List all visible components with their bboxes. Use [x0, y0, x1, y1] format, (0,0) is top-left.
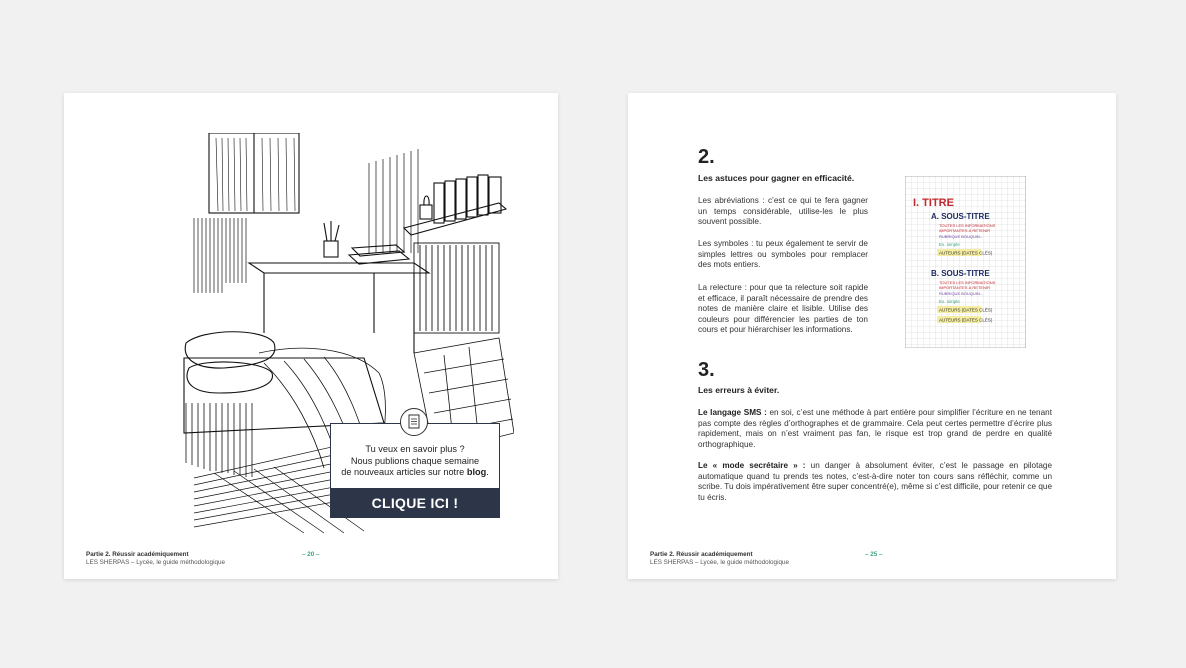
notes-line-red-b: TOUTES LES INFORMATIONS — [939, 280, 996, 285]
notes-author-a: AUTEURS (DATES CLÉS) — [939, 250, 993, 256]
blog-link[interactable]: blog — [466, 467, 487, 477]
notes-line-purple-a: RUBRIQUE BOUQUIN... — [939, 234, 984, 239]
notes-example-image — [905, 176, 1026, 348]
notes-author-b2: AUTEURS (DATES CLÉS) — [939, 317, 993, 323]
section-2-number: 2. — [698, 146, 715, 168]
section-3-heading: Les erreurs à éviter. — [698, 385, 780, 395]
footer-section: Partie 2. Réussir académiquement — [86, 551, 189, 558]
click-here-button[interactable]: CLIQUE ICI ! — [330, 488, 500, 518]
paragraph-symbols: Les symboles : tu peux également te servir de simples lettres ou symboles pour remplacer des mots entiers. — [698, 239, 868, 270]
left-footer — [86, 551, 225, 566]
section-3-number: 3. — [698, 359, 715, 381]
right-page — [628, 93, 1116, 579]
document-icon — [400, 408, 428, 436]
paragraph-abbreviations: Les abréviations : c’est ce qui te fera gagner un temps considérable, utilise-les le plus souvent possible. — [698, 196, 868, 227]
blog-line-2: Nous publions chaque semaine — [350, 455, 480, 466]
footer-section-right: Partie 2. Réussir académiquement — [650, 551, 753, 558]
left-page — [64, 93, 558, 579]
notes-sub-a: A. SOUS-TITRE — [931, 212, 990, 221]
notes-line-purple-b: RUBRIQUE BOUQUIN... — [939, 291, 984, 296]
blog-line-3: de nouveaux articles sur notre blog. — [341, 467, 489, 477]
notes-example-b: Ex. simple — [939, 299, 960, 304]
left-page-number: – 20 – — [302, 551, 320, 558]
paragraph-sms: Le langage SMS : en soi, c’est une méthode à part entière pour simplifier l’écriture en ne tenant pas compte des règles d’orthographes et de grammaire. Cela peut certes permettre d’écrire plus rapidement, mais on n’est vraiment pas fan, le risque est trop grand de perdre en qualité orthographique. — [698, 408, 1052, 449]
notes-line-red2-a: IMPORTANTES À RETENIR — [939, 228, 990, 233]
notes-author-b1: AUTEURS (DATES CLÉS) — [939, 307, 993, 313]
notes-sub-b: B. SOUS-TITRE — [931, 269, 990, 278]
footer-subtitle: LES SHERPAS – Lycée, le guide méthodologique — [86, 558, 225, 566]
notes-example-a: Ex. simple — [939, 242, 960, 247]
footer-subtitle-right: LES SHERPAS – Lycée, le guide méthodologique — [650, 558, 789, 566]
right-footer — [650, 551, 789, 566]
right-page-number: – 25 – — [865, 551, 883, 558]
notes-line-red2-b: IMPORTANTES À RETENIR — [939, 285, 990, 290]
paragraph-rereading: La relecture : pour que ta relecture soit rapide et efficace, il paraît nécessaire de prendre des notes de manière claire et lisible. Utilise des couleurs pour différencier les parties de ton cours et pour hiérarchiser les informations. — [698, 283, 868, 335]
notes-line-red-a: TOUTES LES INFORMATIONS — [939, 223, 996, 228]
section-2-heading: Les astuces pour gagner en efficacité. — [698, 173, 855, 183]
paragraph-secretary-mode: Le « mode secrétaire » : un danger à absolument éviter, c’est le passage en pilotage automatique quand tu prends tes notes, c’est-à-dire noter ton cours sans réfléchir, comme un scribe. Tu dois impérativement être super concentré(e), même si c’est difficile, pour retenir ce que tu écris. — [698, 461, 1053, 502]
blog-line-1: Tu veux en savoir plus ? — [365, 444, 465, 454]
notes-title: I. TITRE — [913, 197, 954, 209]
